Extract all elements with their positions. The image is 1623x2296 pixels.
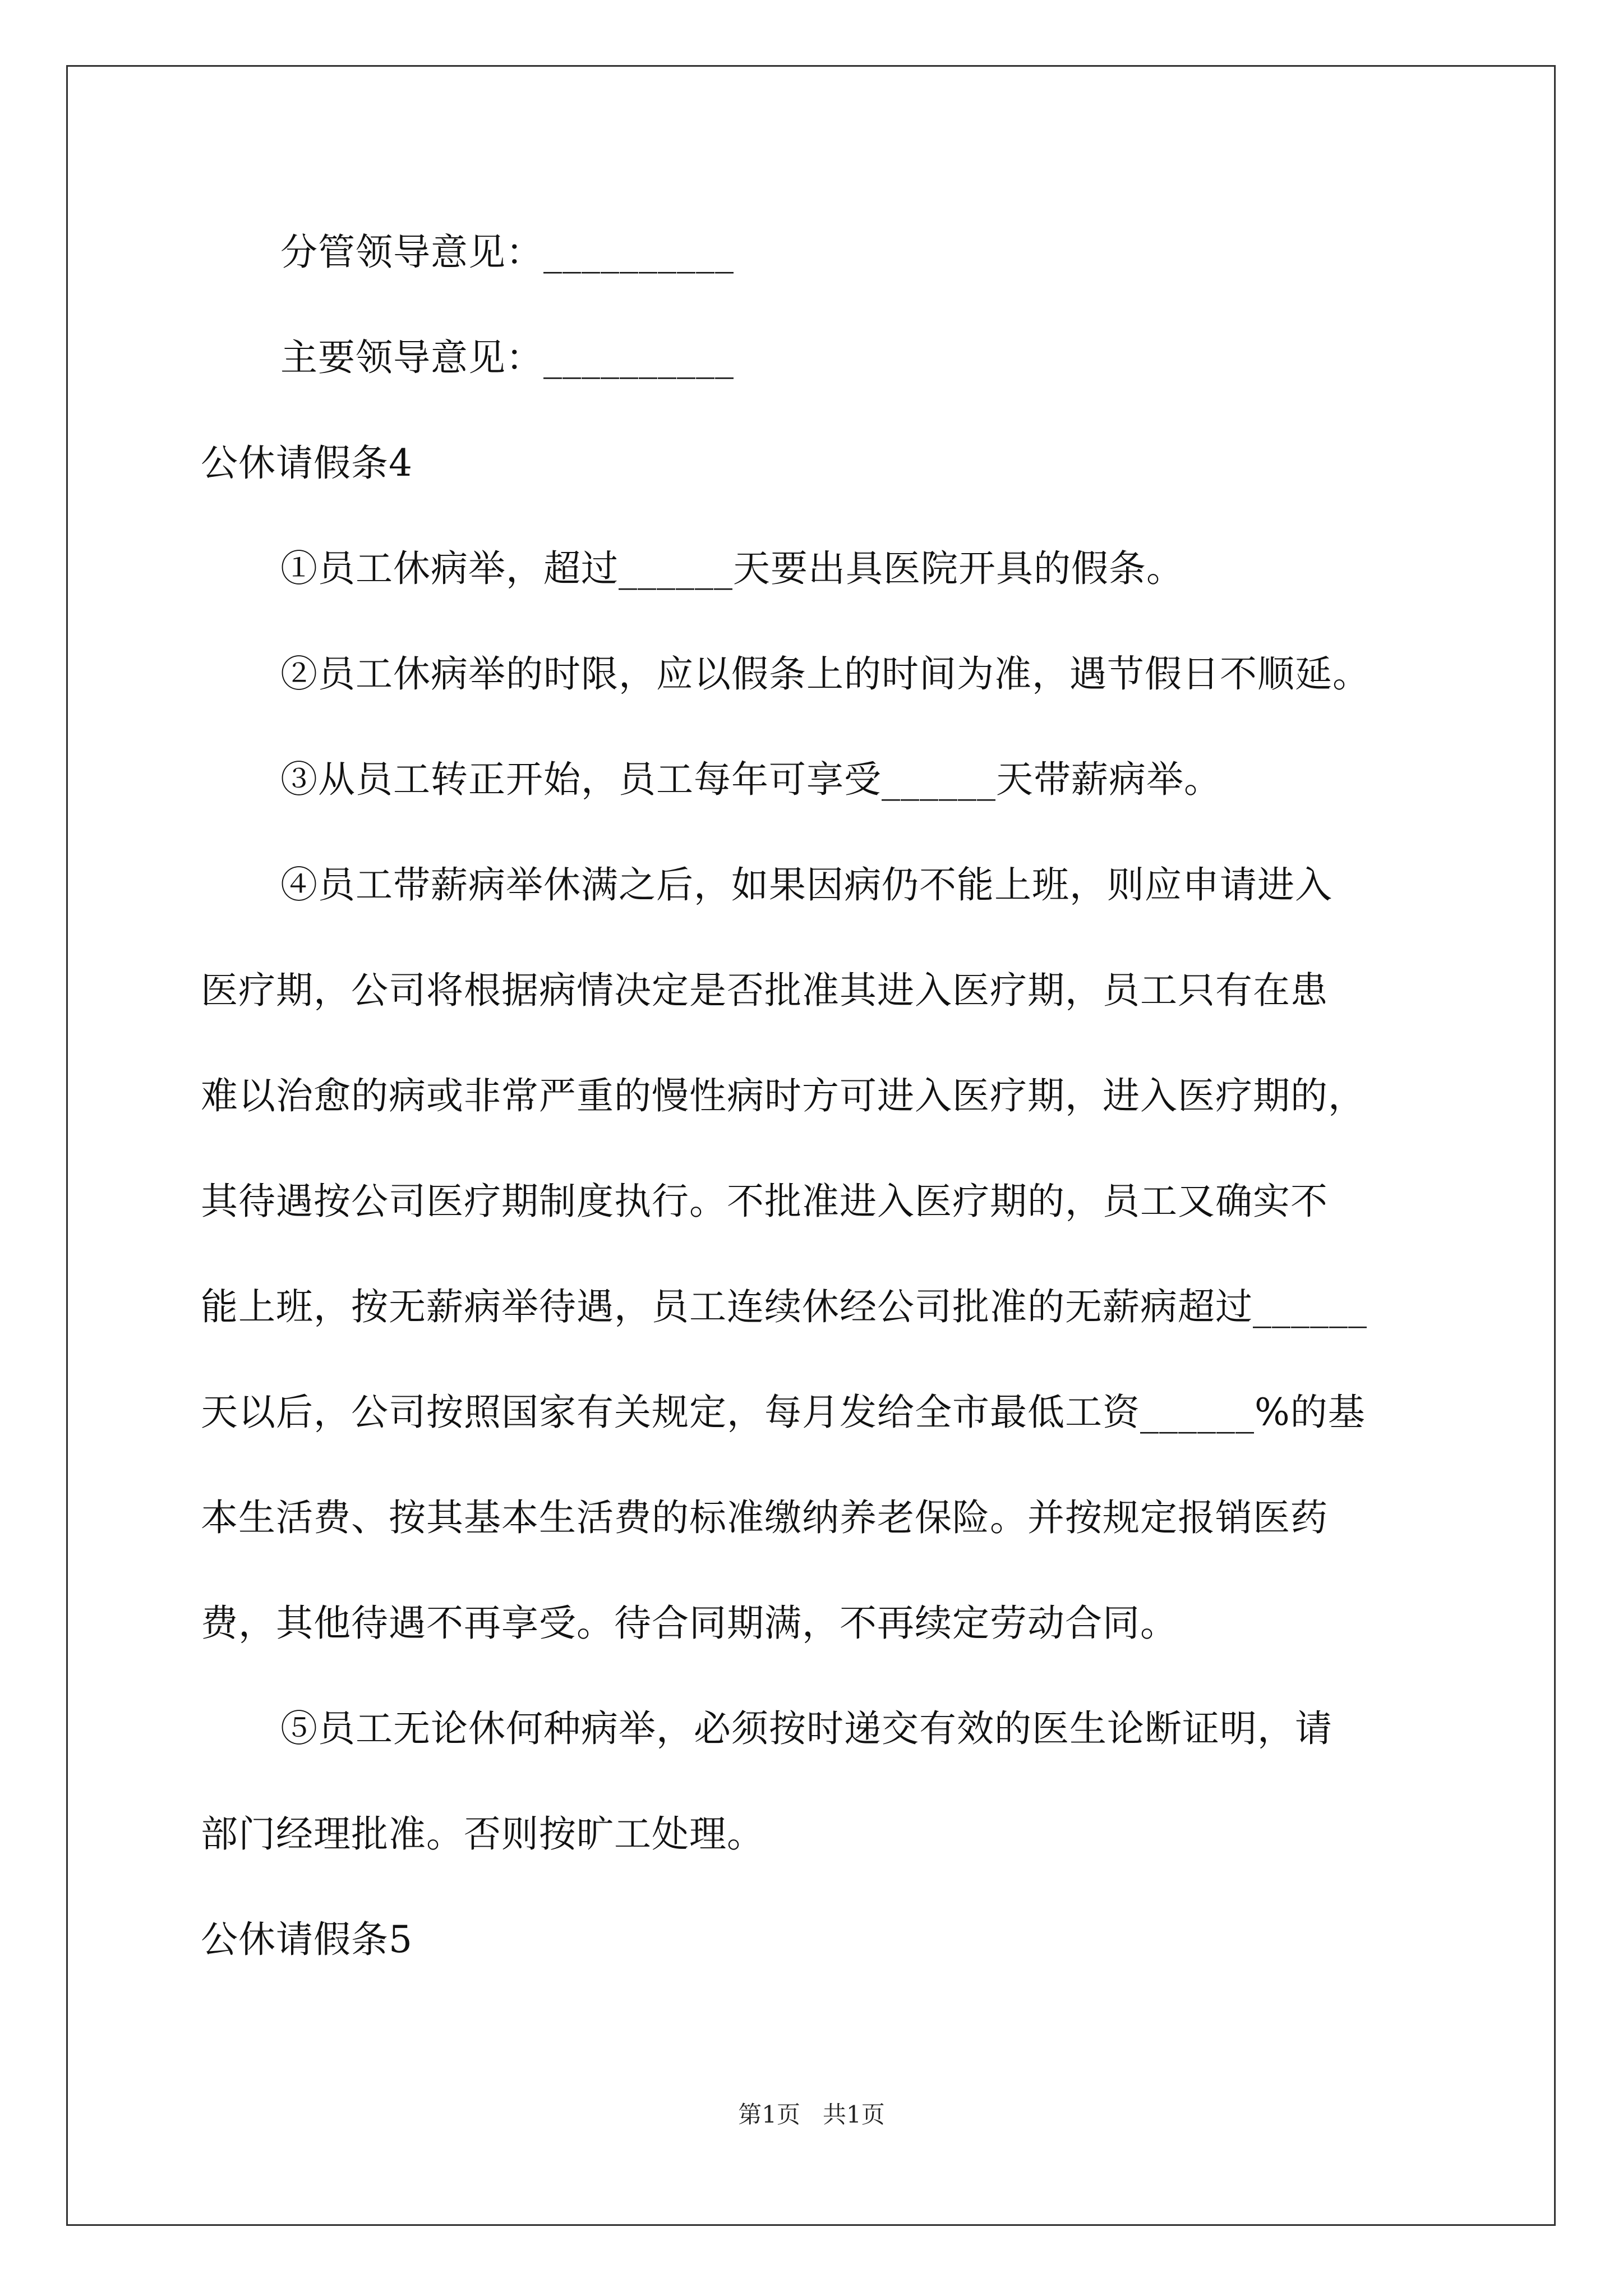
paragraph-item-4-line-7: 本生活费、按其基本生活费的标准缴纳养老保险。并按规定报销医药 [201,1496,1328,1539]
page-frame [66,65,1556,2226]
paragraph-item-4-line-6: 天以后，公司按照国家有关规定，每月发给全市最低工资______%的基 [201,1391,1366,1434]
paragraph-item-3: ③从员工转正开始，员工每年可享受______天带薪病举。 [280,758,1221,801]
paragraph-item-4-line-8: 费，其他待遇不再享受。待合同期满，不再续定劳动合同。 [201,1602,1178,1645]
section-heading-4: 公休请假条4 [201,441,413,485]
paragraph-item-5-line-1: ⑤员工无论休何种病举，必须按时递交有效的医生论断证明，请 [280,1707,1332,1750]
paragraph-item-4-line-1: ④员工带薪病举休满之后，如果因病仍不能上班，则应申请进入 [280,863,1332,907]
paragraph-item-4-line-2: 医疗期，公司将根据病情决定是否批准其进入医疗期，员工只有在患 [201,969,1328,1012]
page-footer: 第1页 共1页 [738,2101,885,2128]
section-heading-5: 公休请假条5 [201,1918,413,1961]
paragraph-item-1: ①员工休病举，超过______天要出具医院开具的假条。 [280,547,1184,590]
paragraph-item-2: ②员工休病举的时限，应以假条上的时间为准，遇节假日不顺延。 [280,652,1370,696]
paragraph-item-5-line-2: 部门经理批准。否则按旷工处理。 [201,1812,764,1856]
text-line-main-leader-opinion: 主要领导意见：__________ [280,336,734,379]
text-line-supervisor-opinion: 分管领导意见：__________ [280,231,734,274]
paragraph-item-4-line-3: 难以治愈的病或非常严重的慢性病时方可进入医疗期，进入医疗期的， [201,1074,1366,1117]
paragraph-item-4-line-4: 其待遇按公司医疗期制度执行。不批准进入医疗期的，员工又确实不 [201,1180,1328,1223]
paragraph-item-4-line-5: 能上班，按无薪病举待遇，员工连续休经公司批准的无薪病超过______ [201,1285,1367,1328]
